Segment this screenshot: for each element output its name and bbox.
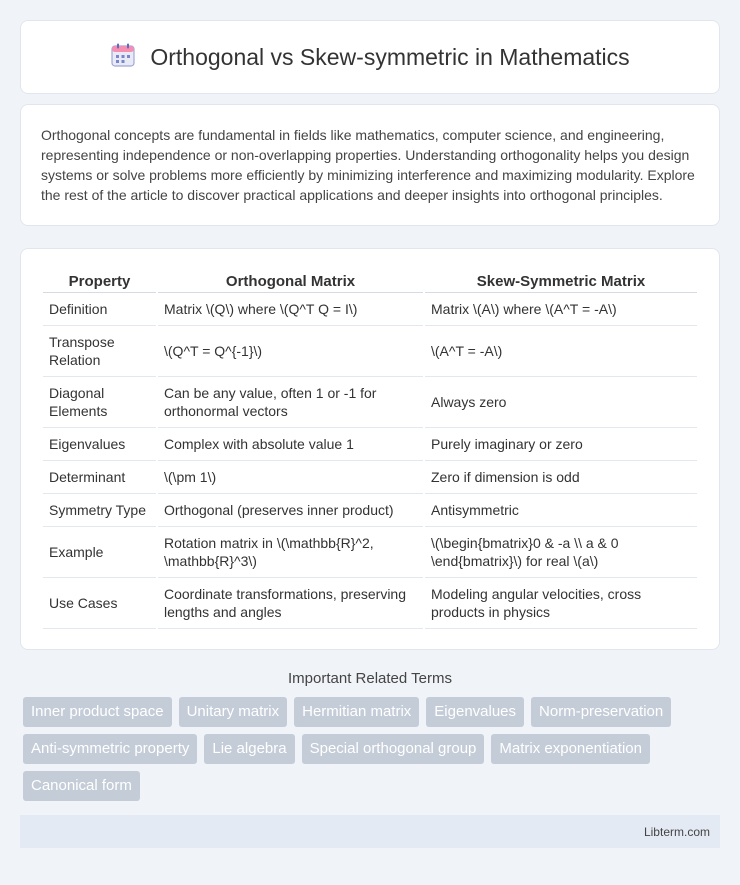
related-term-tag[interactable]: Canonical form xyxy=(23,771,140,801)
table-cell: Modeling angular velocities, cross products in physics xyxy=(425,578,697,629)
table-cell: \(Q^T = Q^{-1}\) xyxy=(158,326,423,377)
related-term-tag[interactable]: Lie algebra xyxy=(204,734,294,764)
related-term-tag[interactable]: Eigenvalues xyxy=(426,697,524,727)
table-cell: Matrix \(Q\) where \(Q^T Q = I\) xyxy=(158,293,423,326)
column-header: Property xyxy=(43,269,156,293)
table-row xyxy=(43,293,697,326)
related-term-tag[interactable]: Special orthogonal group xyxy=(302,734,485,764)
comparison-card xyxy=(20,248,720,650)
table-row xyxy=(43,578,697,629)
table-header-row xyxy=(43,269,697,293)
column-header: Orthogonal Matrix xyxy=(158,269,423,293)
table-cell: Symmetry Type xyxy=(43,494,156,527)
related-term-tag[interactable]: Matrix exponentiation xyxy=(491,734,650,764)
table-row xyxy=(43,377,697,428)
related-term-tag[interactable]: Hermitian matrix xyxy=(294,697,419,727)
footer-brand[interactable]: Libterm.com xyxy=(643,824,710,839)
column-header: Skew-Symmetric Matrix xyxy=(425,269,697,293)
table-cell: Diagonal Elements xyxy=(43,377,156,428)
table-cell: \(A^T = -A\) xyxy=(425,326,697,377)
related-terms-title: Important Related Terms xyxy=(288,670,452,687)
table-cell: Zero if dimension is odd xyxy=(425,461,697,494)
related-terms-list xyxy=(20,697,720,801)
table-cell: Coordinate transformations, preserving lengths and angles xyxy=(158,578,423,629)
intro-section xyxy=(20,104,720,226)
table-cell: \(\begin{bmatrix}0 & -a \\ a & 0 \end{bmatrix}\) for real \(a\) xyxy=(425,527,697,578)
table-cell: Complex with absolute value 1 xyxy=(158,428,423,461)
table-row xyxy=(43,428,697,461)
table-cell: Antisymmetric xyxy=(425,494,697,527)
related-term-tag[interactable]: Norm-preservation xyxy=(531,697,671,727)
table-cell: Example xyxy=(43,527,156,578)
table-row xyxy=(43,494,697,527)
table-row xyxy=(43,527,697,578)
related-term-tag[interactable]: Unitary matrix xyxy=(179,697,288,727)
table-cell: \(\pm 1\) xyxy=(158,461,423,494)
table-cell: Always zero xyxy=(425,377,697,428)
table-row xyxy=(43,326,697,377)
table-cell: Can be any value, often 1 or -1 for orthonormal vectors xyxy=(158,377,423,428)
table-cell: Eigenvalues xyxy=(43,428,156,461)
table-cell: Determinant xyxy=(43,461,156,494)
table-cell: Use Cases xyxy=(43,578,156,629)
table-cell: Definition xyxy=(43,293,156,326)
page-title: Orthogonal vs Skew-symmetric in Mathematics xyxy=(150,43,630,70)
table-row xyxy=(43,461,697,494)
table-cell: Transpose Relation xyxy=(43,326,156,377)
table-cell: Orthogonal (preserves inner product) xyxy=(158,494,423,527)
calendar-icon xyxy=(110,42,136,73)
table-cell: Rotation matrix in \(\mathbb{R}^2, \mathbb{R}^3\) xyxy=(158,527,423,578)
page-footer xyxy=(20,815,720,848)
related-term-tag[interactable]: Anti-symmetric property xyxy=(23,734,197,764)
table-cell: Purely imaginary or zero xyxy=(425,428,697,461)
page-header xyxy=(20,20,720,94)
comparison-table xyxy=(41,269,699,629)
related-term-tag[interactable]: Inner product space xyxy=(23,697,172,727)
intro-text: Orthogonal concepts are fundamental in fields like mathematics, computer science, and engineering, representing independence or non-overlapping properties. Understanding orthogonality helps you design systems or solve problems more efficiently by minimizing interference and maximizing modularity. Explore the rest of the article to discover practical applications and deeper insights into orthogonal principles. xyxy=(41,127,695,203)
table-cell: Matrix \(A\) where \(A^T = -A\) xyxy=(425,293,697,326)
